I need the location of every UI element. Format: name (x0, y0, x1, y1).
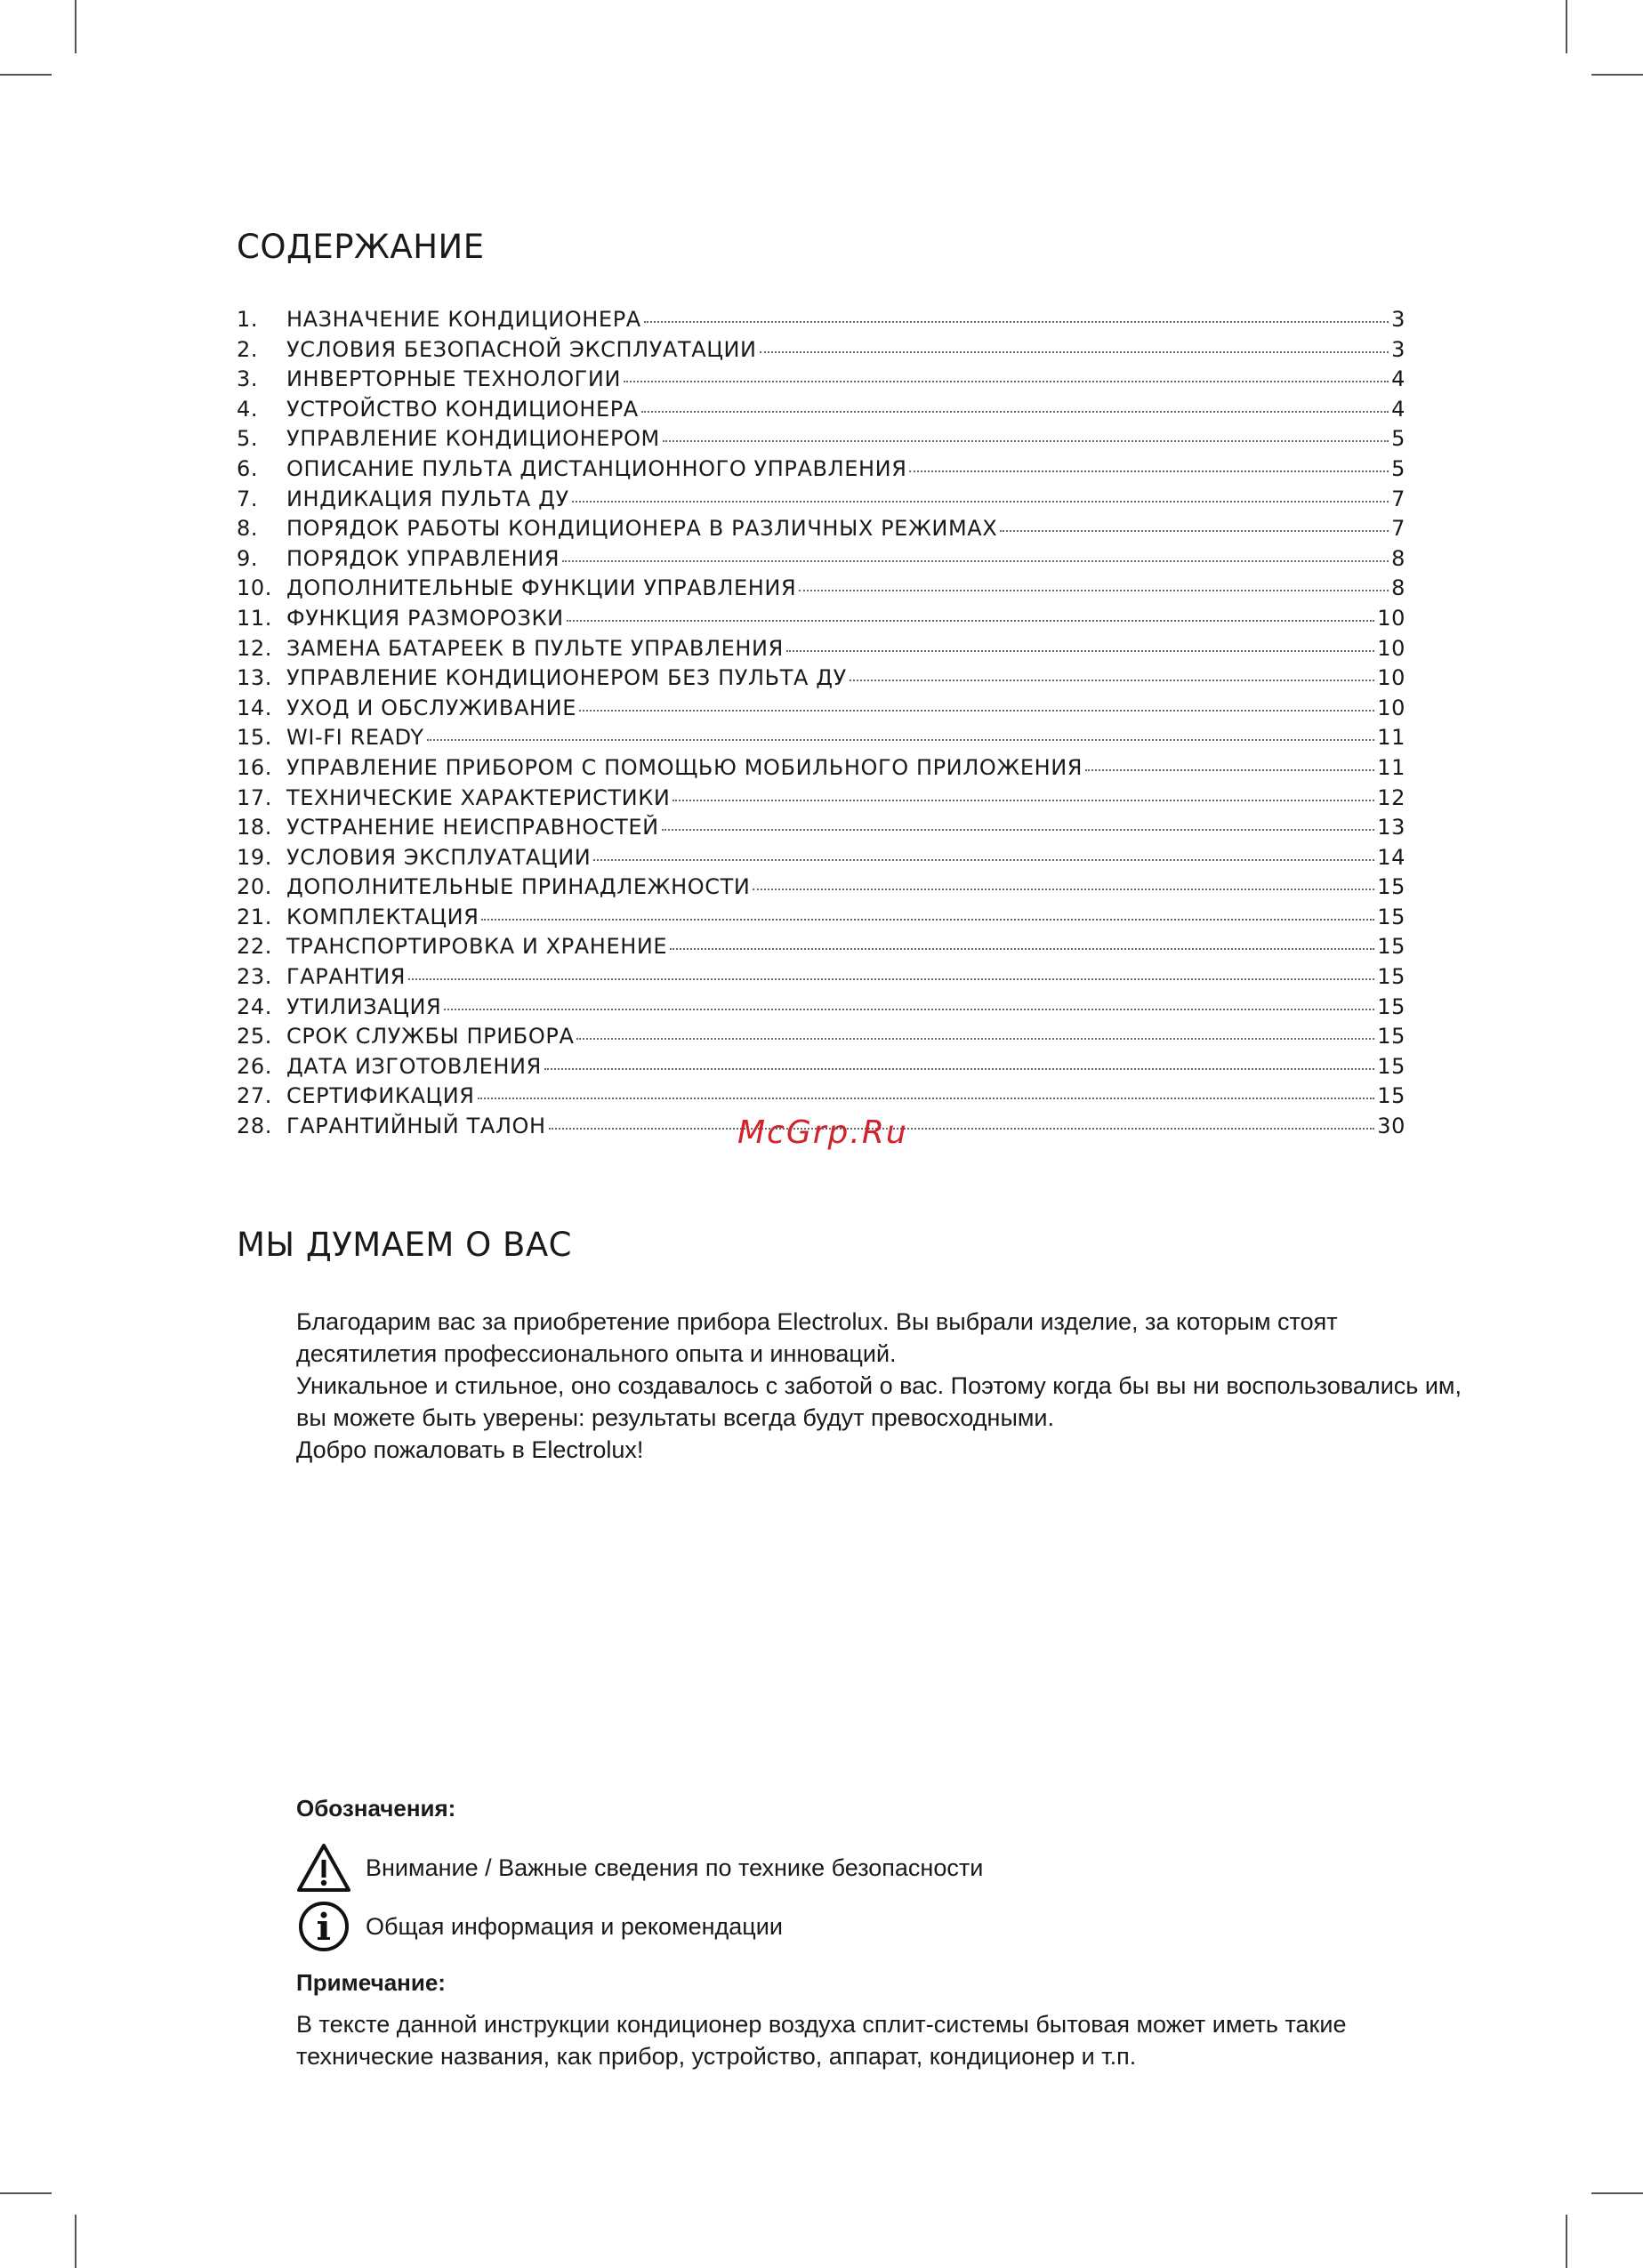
toc-item-page: 15 (1377, 904, 1405, 929)
toc-item-title: ПОРЯДОК РАБОТЫ КОНДИЦИОНЕРА В РАЗЛИЧНЫХ РЕЖИМАХ (286, 516, 998, 542)
toc-item-number: 21. (237, 904, 272, 929)
toc-item-title: ДОПОЛНИТЕЛЬНЫЕ ПРИНАДЛЕЖНОСТИ (286, 874, 751, 900)
note-heading: Примечание: (296, 1969, 446, 1996)
toc-item-title: ГАРАНТИЯ (286, 964, 407, 990)
toc-item-number: 7. (237, 486, 259, 511)
toc-item-title: СЕРТИФИКАЦИЯ (286, 1083, 475, 1109)
toc-dot-leader (1085, 769, 1374, 771)
toc-item-page: 15 (1377, 874, 1405, 900)
toc-item-title: ТРАНСПОРТИРОВКА И ХРАНЕНИЕ (286, 934, 668, 960)
toc-item-title: ИНВЕРТОРНЫЕ ТЕХНОЛОГИИ (286, 366, 622, 392)
toc-item[interactable] (237, 964, 1405, 994)
toc-item[interactable] (237, 696, 1405, 726)
toc-item-number: 11. (237, 605, 272, 631)
toc-item[interactable] (237, 575, 1405, 606)
toc-item-title: ДОПОЛНИТЕЛЬНЫЕ ФУНКЦИИ УПРАВЛЕНИЯ (286, 575, 797, 601)
legend-warning-text: Внимание / Важные сведения по технике безопасности (366, 1854, 984, 1881)
toc-item-page: 4 (1391, 396, 1405, 422)
toc-dot-leader (444, 1009, 1374, 1010)
toc-item-number: 26. (237, 1053, 272, 1079)
toc-item-page: 4 (1391, 366, 1405, 392)
toc-dot-leader (760, 351, 1389, 353)
toc-item[interactable] (237, 755, 1405, 785)
toc-item[interactable] (237, 606, 1405, 636)
toc-item-page: 3 (1391, 336, 1405, 362)
toc-item-number: 5. (237, 426, 259, 452)
toc-item-page: 14 (1377, 844, 1405, 870)
toc-item-number: 25. (237, 1024, 272, 1050)
toc-item-number: 10. (237, 575, 272, 601)
crop-mark (1566, 2215, 1567, 2268)
toc-dot-leader (576, 1038, 1374, 1040)
toc-item-page: 15 (1377, 1053, 1405, 1079)
crop-mark (75, 2215, 77, 2268)
toc-dot-leader (662, 829, 1375, 831)
note-text: В тексте данной инструкции кондиционер воздуха сплит-системы бытовая может иметь такие технические названия, как прибор, устройство, аппарат, кондиционер и т.п. (296, 2011, 1347, 2070)
toc-item-title: ГАРАНТИЙНЫЙ ТАЛОН (286, 1114, 546, 1139)
toc-item-page: 11 (1377, 725, 1405, 751)
toc-item[interactable] (237, 815, 1405, 845)
toc-item[interactable] (237, 874, 1405, 905)
toc-item-title: УСЛОВИЯ ЭКСПЛУАТАЦИИ (286, 844, 592, 870)
toc-item-title: УСТРОЙСТВО КОНДИЦИОНЕРА (286, 396, 639, 422)
toc-dot-leader (481, 919, 1374, 921)
toc-item-page: 30 (1377, 1114, 1405, 1139)
toc-dot-leader (478, 1098, 1375, 1099)
crop-mark (0, 2192, 52, 2194)
legend-info-text: Общая информация и рекомендации (366, 1912, 783, 1940)
toc-item-title: ОПИСАНИЕ ПУЛЬТА ДИСТАНЦИОННОГО УПРАВЛЕНИЯ (286, 455, 907, 481)
info-circle-icon (296, 1901, 351, 1952)
toc-item[interactable] (237, 1083, 1405, 1114)
crop-mark (75, 0, 77, 53)
toc-item-title: WI-FI READY (286, 725, 424, 751)
toc-item-title: УСТРАНЕНИЕ НЕИСПРАВНОСТЕЙ (286, 815, 659, 840)
toc-item-page: 5 (1391, 455, 1405, 481)
toc-item[interactable] (237, 785, 1405, 816)
toc-dot-leader (799, 590, 1389, 591)
toc-item-title: ТЕХНИЧЕСКИЕ ХАРАКТЕРИСТИКИ (286, 784, 671, 810)
toc-item-title: УПРАВЛЕНИЕ КОНДИЦИОНЕРОМ БЕЗ ПУЛЬТА ДУ (286, 665, 847, 691)
toc-item-page: 15 (1377, 1024, 1405, 1050)
toc-item-number: 14. (237, 695, 272, 720)
toc-item[interactable] (237, 636, 1405, 666)
toc-item[interactable] (237, 516, 1405, 546)
toc-dot-leader (544, 1068, 1374, 1070)
toc-item-number: 2. (237, 336, 259, 362)
toc-item-title: ИНДИКАЦИЯ ПУЛЬТА ДУ (286, 486, 569, 511)
toc-item-number: 22. (237, 934, 272, 960)
toc-item-number: 4. (237, 396, 259, 422)
toc-dot-leader (670, 948, 1374, 950)
toc-item[interactable] (237, 1024, 1405, 1054)
toc-item-page: 15 (1377, 934, 1405, 960)
toc-item-number: 3. (237, 366, 259, 392)
toc-item-page: 8 (1391, 545, 1405, 571)
toc-item-title: УПРАВЛЕНИЕ ПРИБОРОМ С ПОМОЩЬЮ МОБИЛЬНОГО ПРИЛОЖЕНИЯ (286, 754, 1083, 780)
toc-item-number: 6. (237, 455, 259, 481)
toc-item-page: 15 (1377, 964, 1405, 990)
toc-item-number: 16. (237, 754, 272, 780)
toc-item[interactable] (237, 337, 1405, 367)
toc-item-number: 15. (237, 725, 272, 751)
toc-dot-leader (549, 1128, 1375, 1130)
toc-item-title: УХОД И ОБСЛУЖИВАНИЕ (286, 695, 576, 720)
toc-item-number: 20. (237, 874, 272, 900)
toc-item[interactable] (237, 725, 1405, 755)
watermark: McGrp.Ru (737, 1114, 908, 1151)
toc-item[interactable] (237, 546, 1405, 576)
toc-item[interactable] (237, 994, 1405, 1025)
toc-dot-leader (572, 501, 1389, 503)
about-paragraph: Уникальное и стильное, оно создавалось с заботой о вас. Поэтому когда бы вы ни воспользовались им, вы можете быть уверены: результаты всегда будут превосходными. (296, 1372, 1462, 1431)
toc-item-title: УСЛОВИЯ БЕЗОПАСНОЙ ЭКСПЛУАТАЦИИ (286, 336, 757, 362)
toc-dot-leader (624, 381, 1389, 382)
toc-item-number: 18. (237, 815, 272, 840)
toc-item-page: 10 (1377, 635, 1405, 661)
toc-item-number: 19. (237, 844, 272, 870)
toc-item[interactable] (237, 487, 1405, 517)
toc-item[interactable] (237, 1054, 1405, 1084)
toc-item-number: 27. (237, 1083, 272, 1109)
toc-item-page: 7 (1391, 516, 1405, 542)
toc-item[interactable] (237, 934, 1405, 964)
toc-item-page: 10 (1377, 695, 1405, 720)
toc-item-page: 10 (1377, 605, 1405, 631)
toc-item-page: 10 (1377, 665, 1405, 691)
toc-item-title: НАЗНАЧЕНИЕ КОНДИЦИОНЕРА (286, 307, 641, 332)
toc-item-number: 1. (237, 307, 259, 332)
toc-dot-leader (673, 800, 1374, 801)
toc-dot-leader (562, 560, 1389, 562)
toc-item-title: ПОРЯДОК УПРАВЛЕНИЯ (286, 545, 560, 571)
toc-item-page: 7 (1391, 486, 1405, 511)
about-text (296, 1306, 1470, 1466)
toc-item-number: 13. (237, 665, 272, 691)
toc-dot-leader (1000, 530, 1389, 532)
toc-dot-leader (567, 620, 1375, 622)
toc-item-title: УТИЛИЗАЦИЯ (286, 993, 442, 1019)
legend-heading: Обозначения: (296, 1795, 456, 1822)
table-of-contents (237, 307, 1405, 1144)
toc-item-number: 28. (237, 1114, 272, 1139)
toc-item[interactable] (237, 397, 1405, 427)
toc-dot-leader (786, 650, 1374, 652)
toc-item[interactable] (237, 665, 1405, 696)
about-paragraph: Добро пожаловать в Electrolux! (296, 1436, 644, 1463)
toc-item[interactable] (237, 426, 1405, 456)
toc-dot-leader (427, 739, 1375, 741)
toc-dot-leader (909, 470, 1389, 472)
legend-info-row (296, 1901, 783, 1952)
toc-item-number: 8. (237, 516, 259, 542)
toc-item-number: 12. (237, 635, 272, 661)
toc-item-page: 3 (1391, 307, 1405, 332)
about-paragraph: Благодарим вас за приобретение прибора Electrolux. Вы выбрали изделие, за которым стоят десятилетия профессионального опыта и инноваций. (296, 1308, 1338, 1367)
toc-dot-leader (593, 859, 1374, 861)
toc-dot-leader (753, 889, 1374, 890)
toc-item-title: СРОК СЛУЖБЫ ПРИБОРА (286, 1024, 575, 1050)
toc-item-title: КОМПЛЕКТАЦИЯ (286, 904, 479, 929)
toc-item-page: 12 (1377, 784, 1405, 810)
crop-mark (1591, 74, 1643, 76)
toc-item[interactable] (237, 366, 1405, 397)
toc-heading: СОДЕРЖАНИЕ (237, 228, 485, 266)
crop-mark (1591, 2192, 1643, 2194)
toc-dot-leader (850, 680, 1374, 681)
toc-item-title: ЗАМЕНА БАТАРЕЕК В ПУЛЬТЕ УПРАВЛЕНИЯ (286, 635, 784, 661)
crop-mark (0, 74, 52, 76)
toc-item-number: 23. (237, 964, 272, 990)
toc-item[interactable] (237, 456, 1405, 487)
legend-warning-row (296, 1843, 983, 1893)
toc-item[interactable] (237, 845, 1405, 875)
toc-dot-leader (579, 710, 1374, 712)
toc-dot-leader (641, 411, 1389, 413)
toc-item-page: 8 (1391, 575, 1405, 601)
toc-item-number: 17. (237, 784, 272, 810)
toc-item-page: 15 (1377, 1083, 1405, 1109)
toc-item-page: 5 (1391, 426, 1405, 452)
toc-item-title: ДАТА ИЗГОТОВЛЕНИЯ (286, 1053, 542, 1079)
toc-dot-leader (408, 978, 1374, 980)
warning-triangle-icon (296, 1843, 351, 1893)
toc-dot-leader (663, 440, 1389, 442)
toc-item[interactable] (237, 307, 1405, 337)
toc-item-page: 11 (1377, 754, 1405, 780)
toc-item-title: УПРАВЛЕНИЕ КОНДИЦИОНЕРОМ (286, 426, 660, 452)
toc-dot-leader (644, 321, 1389, 323)
about-heading: МЫ ДУМАЕМ О ВАС (237, 1226, 572, 1264)
crop-mark (1566, 0, 1567, 53)
toc-item[interactable] (237, 905, 1405, 935)
toc-item-number: 9. (237, 545, 259, 571)
toc-item-title: ФУНКЦИЯ РАЗМОРОЗКИ (286, 605, 564, 631)
toc-item-page: 15 (1377, 993, 1405, 1019)
toc-item-number: 24. (237, 993, 272, 1019)
toc-item-page: 13 (1377, 815, 1405, 840)
